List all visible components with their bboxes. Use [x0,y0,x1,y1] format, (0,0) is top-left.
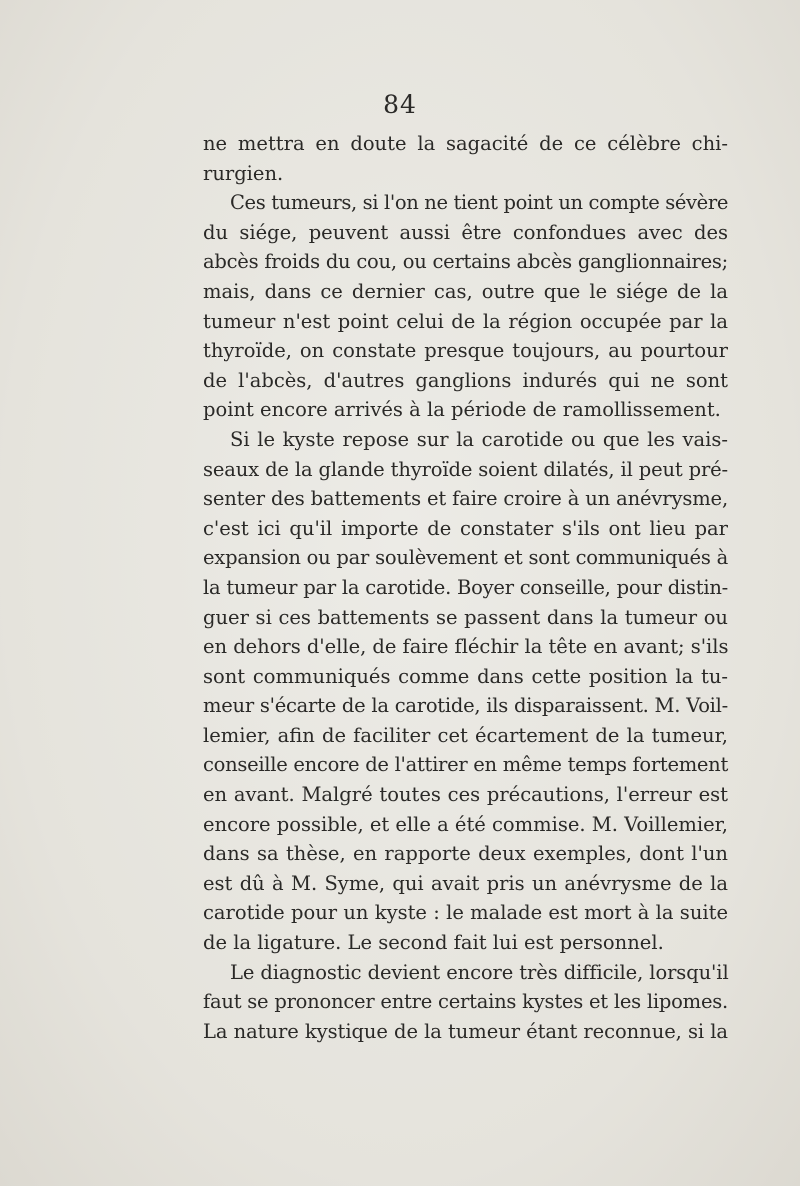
text-line: dans sa thèse, en rapporte deux exemples, dont l'un [203,842,728,866]
text-line: lemier, afin de faciliter cet écartement de la tumeur, [203,723,728,747]
text-line: carotide pour un kyste : le malade est mort à la suite [203,901,728,925]
text-line: expansion ou par soulèvement et sont communiqués à [203,546,728,570]
text-line: Ces tumeurs, si l'on ne tient point un compte sévère [230,191,728,215]
text-line: point encore arrivés à la période de ramollissement. [203,398,721,422]
text-line: senter des battements et faire croire à un anévrysme, [203,487,728,511]
text-line: conseille encore de l'attirer en même temps fortement [203,753,728,777]
text-line: de l'abcès, d'autres ganglions indurés qui ne sont [203,368,728,392]
text-line: du siége, peuvent aussi être confondues avec des [203,220,728,244]
text-line: sont communiqués comme dans cette position la tu- [203,664,728,688]
text-line: faut se prononcer entre certains kystes et les lipomes. [203,990,728,1014]
body-text [203,129,728,1046]
text-line: ne mettra en doute la sagacité de ce célèbre chi- [203,132,728,155]
page-number: 84 [383,90,417,119]
text-line: de la ligature. Le second fait lui est personnel. [203,931,664,955]
text-line: abcès froids du cou, ou certains abcès ganglionnaires; [203,250,728,274]
text-line: rurgien. [203,161,284,185]
text-line: seaux de la glande thyroïde soient dilatés, il peut pré- [203,457,728,481]
text-line: est dû à M. Syme, qui avait pris un anévrysme de la [203,871,728,895]
text-line: La nature kystique de la tumeur étant reconnue, si la [203,1019,728,1043]
text-line: Le diagnostic devient encore très difficile, lorsqu'il [230,960,729,984]
text-line: meur s'écarte de la carotide, ils disparaissent. M. Voil- [203,694,728,718]
text-line: thyroïde, on constate presque toujours, au pourtour [203,339,728,363]
text-line: encore possible, et elle a été commise. M. Voillemier, [203,812,728,836]
text-line: tumeur n'est point celui de la région occupée par la [203,309,728,333]
text-line: c'est ici qu'il importe de constater s'ils ont lieu par [203,516,728,540]
text-line: mais, dans ce dernier cas, outre que le siége de la [203,279,728,303]
text-line: la tumeur par la carotide. Boyer conseille, pour distin- [203,575,728,599]
text-line: en avant. Malgré toutes ces précautions, l'erreur est [203,783,728,807]
text-line: en dehors d'elle, de faire fléchir la tête en avant; s'ils [203,635,729,659]
text-line: Si le kyste repose sur la carotide ou que les vais- [230,427,728,451]
text-line: guer si ces battements se passent dans la tumeur ou [203,605,728,629]
